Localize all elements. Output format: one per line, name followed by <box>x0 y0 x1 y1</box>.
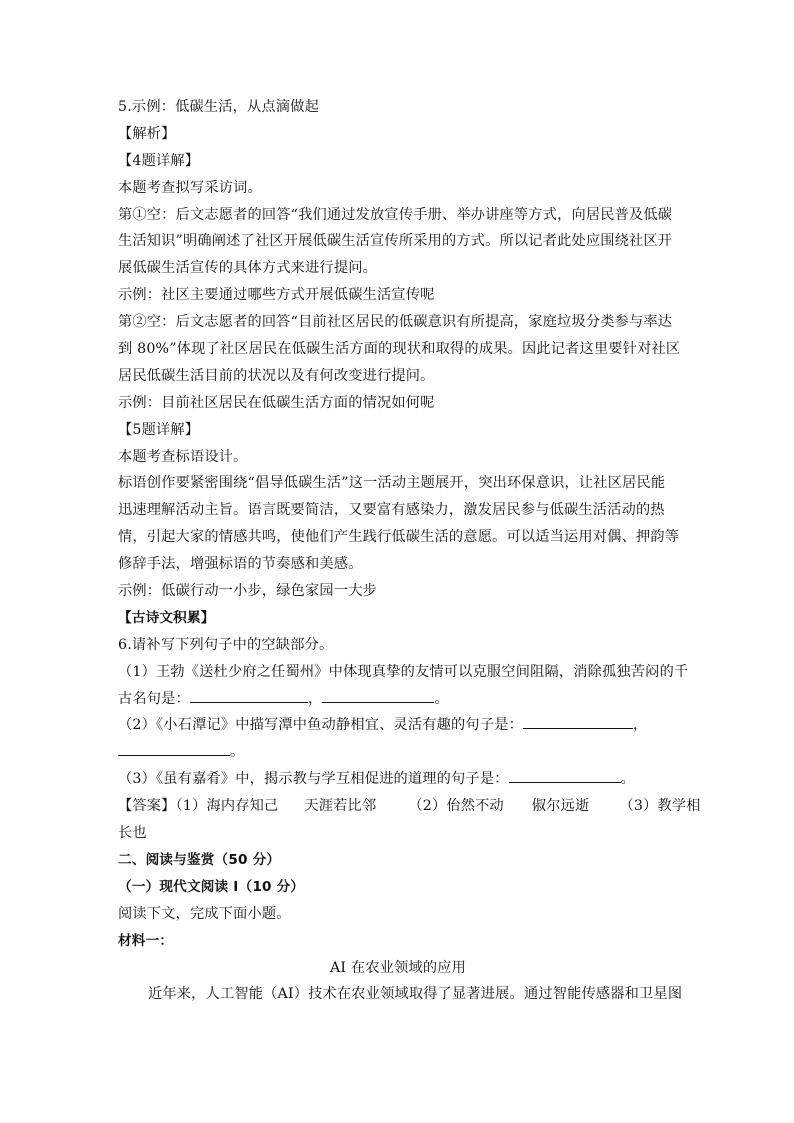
q6-item1-text: （1）王勃《送杜少府之任蜀州》中体现真挚的友情可以克服空间阻隔，消除孤独苦闷的千 <box>118 663 689 680</box>
answer-blank[interactable] <box>523 714 633 729</box>
q5-text: 情，引起大家的情感共鸣，使他们产生践行低碳生活的意愿。可以适当运用对偶、押韵等 <box>118 529 680 546</box>
q4-detail-heading: 【4题详解】 <box>118 152 200 169</box>
poetry-section-heading: 【古诗文积累】 <box>118 609 215 626</box>
q6-item1-blanks: 古名句是： ， 。 <box>118 686 678 713</box>
q4-blank1-text: 第①空：后文志愿者的回答“我们通过发放宣传手册、举办讲座等方式，向居民普及低碳 <box>118 206 673 223</box>
answer-5-example: 5.示例：低碳生活，从点滴做起 <box>118 99 319 115</box>
q4-blank2-example: 示例：目前社区居民在低碳生活方面的情况如何呢 <box>118 394 435 411</box>
q5-example: 示例：低碳行动一小步，绿色家园一大步 <box>118 583 377 600</box>
q6-item2-blank: 。 <box>118 739 678 766</box>
q5-text: 迅速理解活动主旨。语言既要简洁，又要富有感染力，激发居民参与低碳生活活动的热 <box>118 502 665 519</box>
subsection-1-heading: （一）现代文阅读 I（10 分） <box>118 878 305 895</box>
q4-blank2-text: 到 80%”体现了社区居民在低碳生活方面的现状和取得的成果。因此记者这里要针对社区 <box>118 341 681 358</box>
q4-blank1-text: 生活知识”明确阐述了社区开展低碳生活宣传所采用的方式。所以记者此处应围绕社区开 <box>118 233 673 250</box>
article-paragraph: 近年来，人工智能（AI）技术在农业领域取得了显著进展。通过智能传感器和卫星图 <box>148 986 683 1003</box>
q4-blank1-text: 展低碳生活宣传的具体方式来进行提问。 <box>118 260 377 277</box>
q4-intro: 本题考查拟写采访词。 <box>118 179 262 196</box>
section-2-heading: 二、阅读与鉴赏（50 分） <box>118 851 281 868</box>
material-1-label: 材料一： <box>118 932 174 949</box>
q6-item3-text: （3）《虽有嘉肴》中，揭示教与学互相促进的道理的句子是： 。 <box>118 766 678 793</box>
answer-blank[interactable] <box>509 768 621 783</box>
q4-blank1-example: 示例：社区主要通过哪些方式开展低碳生活宣传呢 <box>118 287 435 304</box>
q5-detail-heading: 【5题详解】 <box>118 421 200 438</box>
q6-stem: 6.请补写下列句子中的空缺部分。 <box>118 636 334 653</box>
q5-text: 标语创作要紧密围绕“倡导低碳生活”这一活动主题展开，突出环保意识，让社区居民能 <box>118 475 666 492</box>
q4-blank2-text: 居民低碳生活目前的状况以及有何改变进行提问。 <box>118 367 435 384</box>
article-title: AI 在农业领域的应用 <box>329 959 467 976</box>
reading-instruction: 阅读下文，完成下面小题。 <box>118 905 291 922</box>
q6-answer-cont: 长也 <box>118 825 147 842</box>
analysis-heading: 【解析】 <box>118 125 176 142</box>
q6-item2-text: （2）《小石潭记》中描写潭中鱼动静相宜、灵活有趣的句子是： ， <box>118 712 678 739</box>
answer-blank[interactable] <box>190 688 308 703</box>
answer-blank[interactable] <box>322 688 434 703</box>
q5-text: 修辞手法，增强标语的节奏感和美感。 <box>118 556 363 573</box>
answer-blank[interactable] <box>118 741 230 756</box>
q5-intro: 本题考查标语设计。 <box>118 448 248 465</box>
q4-blank2-text: 第②空：后文志愿者的回答“目前社区居民的低碳意识有所提高，家庭垃圾分类参与率达 <box>118 314 673 331</box>
document-body <box>118 94 701 1008</box>
q6-answer: 【答案】（1）海内存知己 天涯若比邻 （2）佁然不动 俶尔远逝 （3）教学相 <box>118 798 701 815</box>
